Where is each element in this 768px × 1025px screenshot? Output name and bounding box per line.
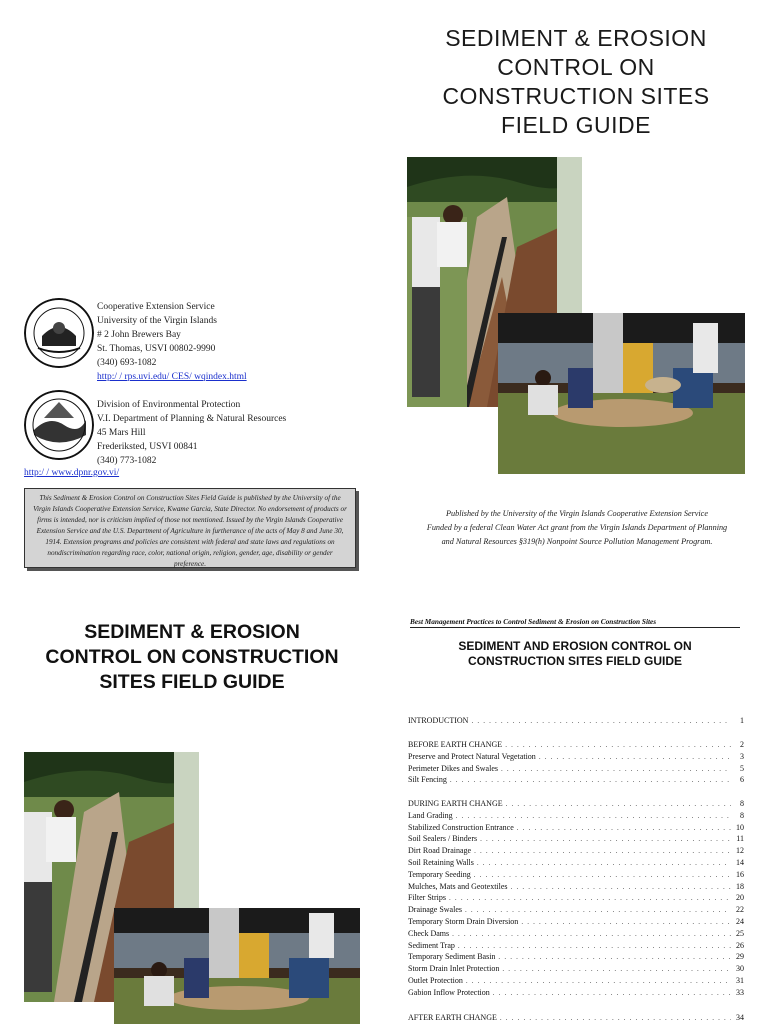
toc-entry[interactable] xyxy=(408,928,744,940)
toc-entry-page: 24 xyxy=(736,916,744,926)
toc-entry-page: 2 xyxy=(740,740,744,749)
toc-entry[interactable] xyxy=(408,975,744,987)
cover-title-line: CONTROL ON xyxy=(497,54,655,80)
toc-entry-label: INTRODUCTION xyxy=(408,716,469,725)
dpnr-line: 45 Mars Hill xyxy=(97,428,146,438)
ces-address xyxy=(97,300,327,384)
cover-title-line: SEDIMENT & EROSION xyxy=(445,25,707,51)
toc-entry[interactable] xyxy=(408,833,744,845)
toc-entry-page: 1 xyxy=(740,716,744,725)
toc-leader-dots xyxy=(450,775,731,787)
toc-entry-label: Stabilized Construction Entrance xyxy=(408,822,514,832)
cover-title-line: CONSTRUCTION SITES xyxy=(442,83,710,109)
title-page-heading xyxy=(20,620,364,695)
toc-entry[interactable] xyxy=(408,881,744,893)
toc-entry[interactable] xyxy=(408,798,744,810)
toc-entry[interactable] xyxy=(408,857,744,869)
toc-leader-dots xyxy=(500,1013,731,1025)
publication-line: Published by the University of the Virgin Islands Cooperative Extension Service xyxy=(446,509,708,518)
toc-entry-page: 22 xyxy=(736,905,744,915)
toc-leader-dots xyxy=(505,740,731,752)
toc-entry-page: 12 xyxy=(736,846,744,856)
toc-entry-label: Perimeter Dikes and Swales xyxy=(408,763,498,773)
toc-entry[interactable] xyxy=(408,892,744,904)
dpnr-line: (340) 773-1082 xyxy=(97,456,157,466)
toc-before-group xyxy=(408,739,744,786)
dpnr-address xyxy=(97,398,347,468)
toc-entry-page: 34 xyxy=(736,1013,744,1022)
toc-entry[interactable] xyxy=(408,869,744,881)
toc-leader-dots xyxy=(449,893,731,905)
toc-intro-group xyxy=(408,715,744,727)
toc-entry-page: 11 xyxy=(736,834,744,844)
toc-entry-label: Gabion Inflow Protection xyxy=(408,987,490,997)
toc-leader-dots xyxy=(458,941,731,953)
dpnr-line: Division of Environmental Protection xyxy=(97,400,241,410)
toc-entry-page: 26 xyxy=(736,940,744,950)
toc-entry-label: Dirt Road Drainage xyxy=(408,846,472,856)
dpnr-website-link[interactable]: http:/ / www.dpnr.gov.vi/ xyxy=(24,468,120,478)
dpnr-line: V.I. Department of Planning & Natural Resources xyxy=(97,414,287,424)
publication-line: Funded by a federal Clean Water Act grant from the Virgin Islands Department of Planning xyxy=(426,523,728,532)
toc-leader-dots xyxy=(493,988,731,1000)
cover-title xyxy=(412,24,740,140)
toc-leader-dots xyxy=(466,976,731,988)
toc-entry-page: 5 xyxy=(740,763,744,773)
toc-entry-page: 16 xyxy=(736,869,744,879)
toc-entry-label: Sediment Trap xyxy=(408,940,455,950)
coir-log-photo xyxy=(498,313,745,474)
toc-entry[interactable] xyxy=(408,845,744,857)
toc-leader-dots xyxy=(471,716,731,728)
toc-entry-label: Mulches, Mats and Geotextiles xyxy=(408,881,508,891)
ces-line: (340) 693-1082 xyxy=(97,358,157,368)
toc-entry[interactable] xyxy=(408,916,744,928)
toc-entry-page: 10 xyxy=(736,822,744,832)
toc-leader-dots xyxy=(521,917,731,929)
toc-title-line: SEDIMENT AND EROSION CONTROL ON xyxy=(458,639,692,653)
toc-leader-dots xyxy=(506,799,731,811)
ces-line: St. Thomas, USVI 00802-9990 xyxy=(97,344,216,354)
toc-entry[interactable] xyxy=(408,904,744,916)
toc-entry-label: DURING EARTH CHANGE xyxy=(408,799,503,808)
toc-entry-page: 31 xyxy=(736,975,744,985)
toc-title-line: CONSTRUCTION SITES FIELD GUIDE xyxy=(467,654,682,668)
dpnr-line: Frederiksted, USVI 00841 xyxy=(97,442,198,452)
toc-entry-label: Temporary Seeding xyxy=(408,869,471,879)
toc-entry-page: 29 xyxy=(736,952,744,962)
ces-line: # 2 John Brewers Bay xyxy=(97,330,181,340)
toc-entry[interactable] xyxy=(408,963,744,975)
toc-leader-dots xyxy=(498,952,731,964)
toc-leader-dots xyxy=(474,870,731,882)
toc-entry-label: Storm Drain Inlet Protection xyxy=(408,964,500,974)
title-page-line: SEDIMENT & EROSION xyxy=(84,621,300,643)
toc-entry[interactable] xyxy=(408,739,744,751)
toc-leader-dots xyxy=(501,764,731,776)
toc-leader-dots xyxy=(511,882,731,894)
toc-entry[interactable] xyxy=(408,774,744,786)
toc-entry-label: Silt Fencing xyxy=(408,775,447,785)
publication-note xyxy=(412,507,742,549)
toc-entry-label: AFTER EARTH CHANGE xyxy=(408,1013,497,1022)
toc-entry-label: Temporary Storm Drain Diversion xyxy=(408,916,519,926)
toc-entry[interactable] xyxy=(408,822,744,834)
toc-entry-page: 33 xyxy=(736,987,744,997)
toc-during-group xyxy=(408,798,744,999)
title-page-line: SITES FIELD GUIDE xyxy=(99,671,285,693)
toc-entry[interactable] xyxy=(408,763,744,775)
toc-entry-page: 18 xyxy=(736,881,744,891)
toc-leader-dots xyxy=(539,752,731,764)
toc-leader-dots xyxy=(477,858,731,870)
toc-entry[interactable] xyxy=(408,987,744,999)
ces-line: Cooperative Extension Service xyxy=(97,302,215,312)
toc-entry[interactable] xyxy=(408,751,744,763)
title-coir-log-photo xyxy=(114,908,360,1024)
toc-entry[interactable] xyxy=(408,951,744,963)
toc-entry-page: 30 xyxy=(736,964,744,974)
disclaimer-box: This Sediment & Erosion Control on Construction Sites Field Guide is published by the University of the Virgin Islands Cooperative Extension Service, Kwame Garcia, State Director. No endorsement of products or firms is intended, nor is criticism implied of those not mentioned. Issued by the Virgin Islands Cooperative Extension Service and the U.S. Department of Agriculture in furtherance of the acts of May 8 and June 30, 1914. Extension programs and policies are consistent with federal and state laws and regulations on nondiscrimination regarding race, color, national origin, religion, gender, age, disability or gender preference. xyxy=(24,488,356,568)
running-header: Best Management Practices to Control Sediment & Erosion on Construction Sites xyxy=(410,617,740,628)
toc-leader-dots xyxy=(474,846,731,858)
toc-entry-label: Drainage Swales xyxy=(408,905,462,915)
toc-entry-page: 3 xyxy=(740,751,744,761)
toc-entry-label: Temporary Sediment Basin xyxy=(408,952,496,962)
dpnr-seal-logo xyxy=(24,390,94,460)
toc-leader-dots xyxy=(502,964,731,976)
toc-entry-page: 20 xyxy=(736,893,744,903)
toc-entry-page: 8 xyxy=(740,799,744,808)
toc-entry-label: BEFORE EARTH CHANGE xyxy=(408,740,503,749)
toc-entry-label: Outlet Protection xyxy=(408,975,463,985)
toc-entry-page: 8 xyxy=(740,810,744,820)
ces-website-link[interactable]: http:/ / rps.uvi.edu/ CES/ wqindex.html xyxy=(97,372,247,382)
ces-line: University of the Virgin Islands xyxy=(97,316,217,326)
toc-after-group xyxy=(408,1012,744,1024)
toc-leader-dots xyxy=(517,823,731,835)
toc-entry[interactable] xyxy=(408,715,744,727)
title-page-line: CONTROL ON CONSTRUCTION xyxy=(45,646,339,668)
toc-entry-page: 6 xyxy=(740,775,744,785)
toc-leader-dots xyxy=(452,929,731,941)
toc-entry-label: Soil Retaining Walls xyxy=(408,857,474,867)
toc-entry[interactable] xyxy=(408,940,744,952)
cover-title-line: FIELD GUIDE xyxy=(501,112,651,138)
uvi-seal-logo xyxy=(24,298,94,368)
toc-entry-label: Preserve and Protect Natural Vegetation xyxy=(408,751,536,761)
toc-entry[interactable] xyxy=(408,1012,744,1024)
publication-line: and Natural Resources §319(h) Nonpoint Source Pollution Management Program. xyxy=(441,537,713,546)
toc-entry-page: 25 xyxy=(736,928,744,938)
toc-entry[interactable] xyxy=(408,810,744,822)
toc-entry-page: 14 xyxy=(736,857,744,867)
toc-entry-label: Soil Sealers / Binders xyxy=(408,834,478,844)
toc-entry-label: Land Grading xyxy=(408,810,453,820)
toc-leader-dots xyxy=(480,834,731,846)
dpnr-link-row xyxy=(24,466,119,480)
toc-entry-label: Check Dams xyxy=(408,928,450,938)
toc-title xyxy=(410,639,740,669)
toc-entry-label: Filter Strips xyxy=(408,893,447,903)
